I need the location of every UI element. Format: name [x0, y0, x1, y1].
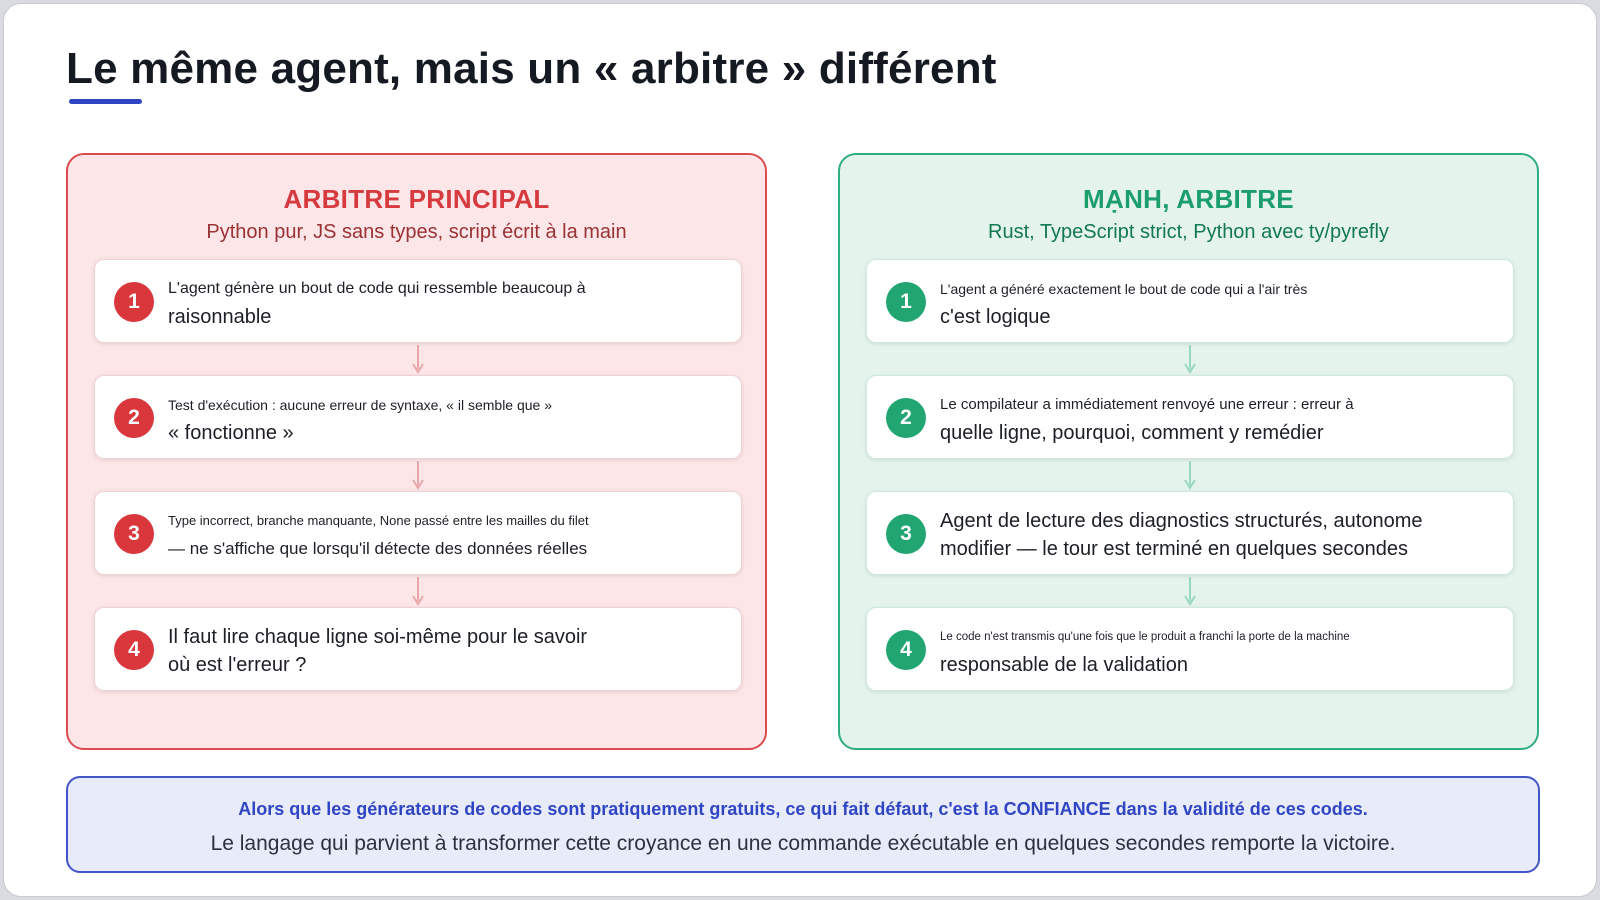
step-text-line1: Il faut lire chaque ligne soi-même pour le savoir [168, 626, 588, 648]
step-text-line1: L'agent génère un bout de code qui ressemble beaucoup à [168, 280, 586, 297]
right-panel [838, 153, 1539, 750]
step-number-badge: 2 [886, 398, 926, 438]
step-text [168, 506, 725, 564]
step-number-badge: 1 [114, 282, 154, 322]
step-text [940, 506, 1497, 564]
step-text-line2: responsable de la validation [940, 654, 1188, 676]
title-underline [69, 99, 142, 104]
conclusion-callout [66, 776, 1540, 873]
right-step-card-2 [866, 375, 1514, 459]
right-panel-subtitle: Rust, TypeScript strict, Python avec ty/pyrefly [988, 221, 1389, 243]
step-text-line2: « fonctionne » [168, 422, 294, 444]
page-title: Le même agent, mais un « arbitre » différent [66, 44, 997, 93]
step-text-line2: modifier — le tour est terminé en quelques secondes [940, 538, 1409, 560]
step-text-line2: raisonnable [168, 306, 272, 328]
left-step-card-1 [94, 259, 742, 343]
left-panel-subtitle: Python pur, JS sans types, script écrit à la main [206, 221, 627, 243]
left-step-card-3 [94, 491, 742, 575]
step-number-badge: 2 [114, 398, 154, 438]
step-text-line1: Test d'exécution : aucune erreur de syntaxe, « il semble que » [168, 397, 553, 413]
step-text-line1: Type incorrect, branche manquante, None passé entre les mailles du filet [168, 513, 589, 528]
down-arrow-icon [1184, 345, 1196, 375]
step-text-line1: Le code n'est transmis qu'une fois que le produit a franchi la porte de la machine [940, 631, 1350, 643]
step-text [168, 274, 725, 332]
step-text-line2: c'est logique [940, 306, 1051, 328]
step-number-badge: 4 [114, 630, 154, 670]
conclusion-headline: Alors que les générateurs de codes sont pratiquement gratuits, ce qui fait défaut, c'est la CONFIANCE dans la validité de ces codes. [238, 799, 1368, 819]
left-panel-title: ARBITRE PRINCIPAL [283, 184, 550, 214]
step-text-line1: Agent de lecture des diagnostics structurés, autonome [940, 510, 1423, 532]
right-step-card-1 [866, 259, 1514, 343]
down-arrow-icon [412, 577, 424, 607]
slide-frame [3, 3, 1597, 897]
down-arrow-icon [1184, 577, 1196, 607]
left-step-card-4 [94, 607, 742, 691]
step-number-badge: 1 [886, 282, 926, 322]
step-text [168, 390, 725, 448]
left-panel [66, 153, 767, 750]
step-text [168, 622, 725, 680]
step-number-badge: 4 [886, 630, 926, 670]
step-text-line2: — ne s'affiche que lorsqu'il détecte des données réelles [168, 539, 588, 558]
step-text [940, 274, 1497, 332]
step-text [940, 622, 1497, 680]
down-arrow-icon [412, 461, 424, 491]
step-number-badge: 3 [886, 514, 926, 554]
right-panel-title: MẠNH, ARBITRE [1083, 184, 1294, 214]
step-text-line1: L'agent a généré exactement le bout de code qui a l'air très [940, 281, 1308, 297]
step-text-line2: quelle ligne, pourquoi, comment y remédier [940, 422, 1324, 444]
step-text-line2: où est l'erreur ? [168, 654, 307, 676]
left-step-card-2 [94, 375, 742, 459]
step-text-line1: Le compilateur a immédiatement renvoyé une erreur : erreur à [940, 396, 1354, 413]
step-number-badge: 3 [114, 514, 154, 554]
step-text [940, 390, 1497, 448]
right-step-card-3 [866, 491, 1514, 575]
down-arrow-icon [1184, 461, 1196, 491]
down-arrow-icon [412, 345, 424, 375]
conclusion-text: Le langage qui parvient à transformer cette croyance en une commande exécutable en quelques secondes remporte la victoire. [210, 832, 1396, 855]
right-step-card-4 [866, 607, 1514, 691]
